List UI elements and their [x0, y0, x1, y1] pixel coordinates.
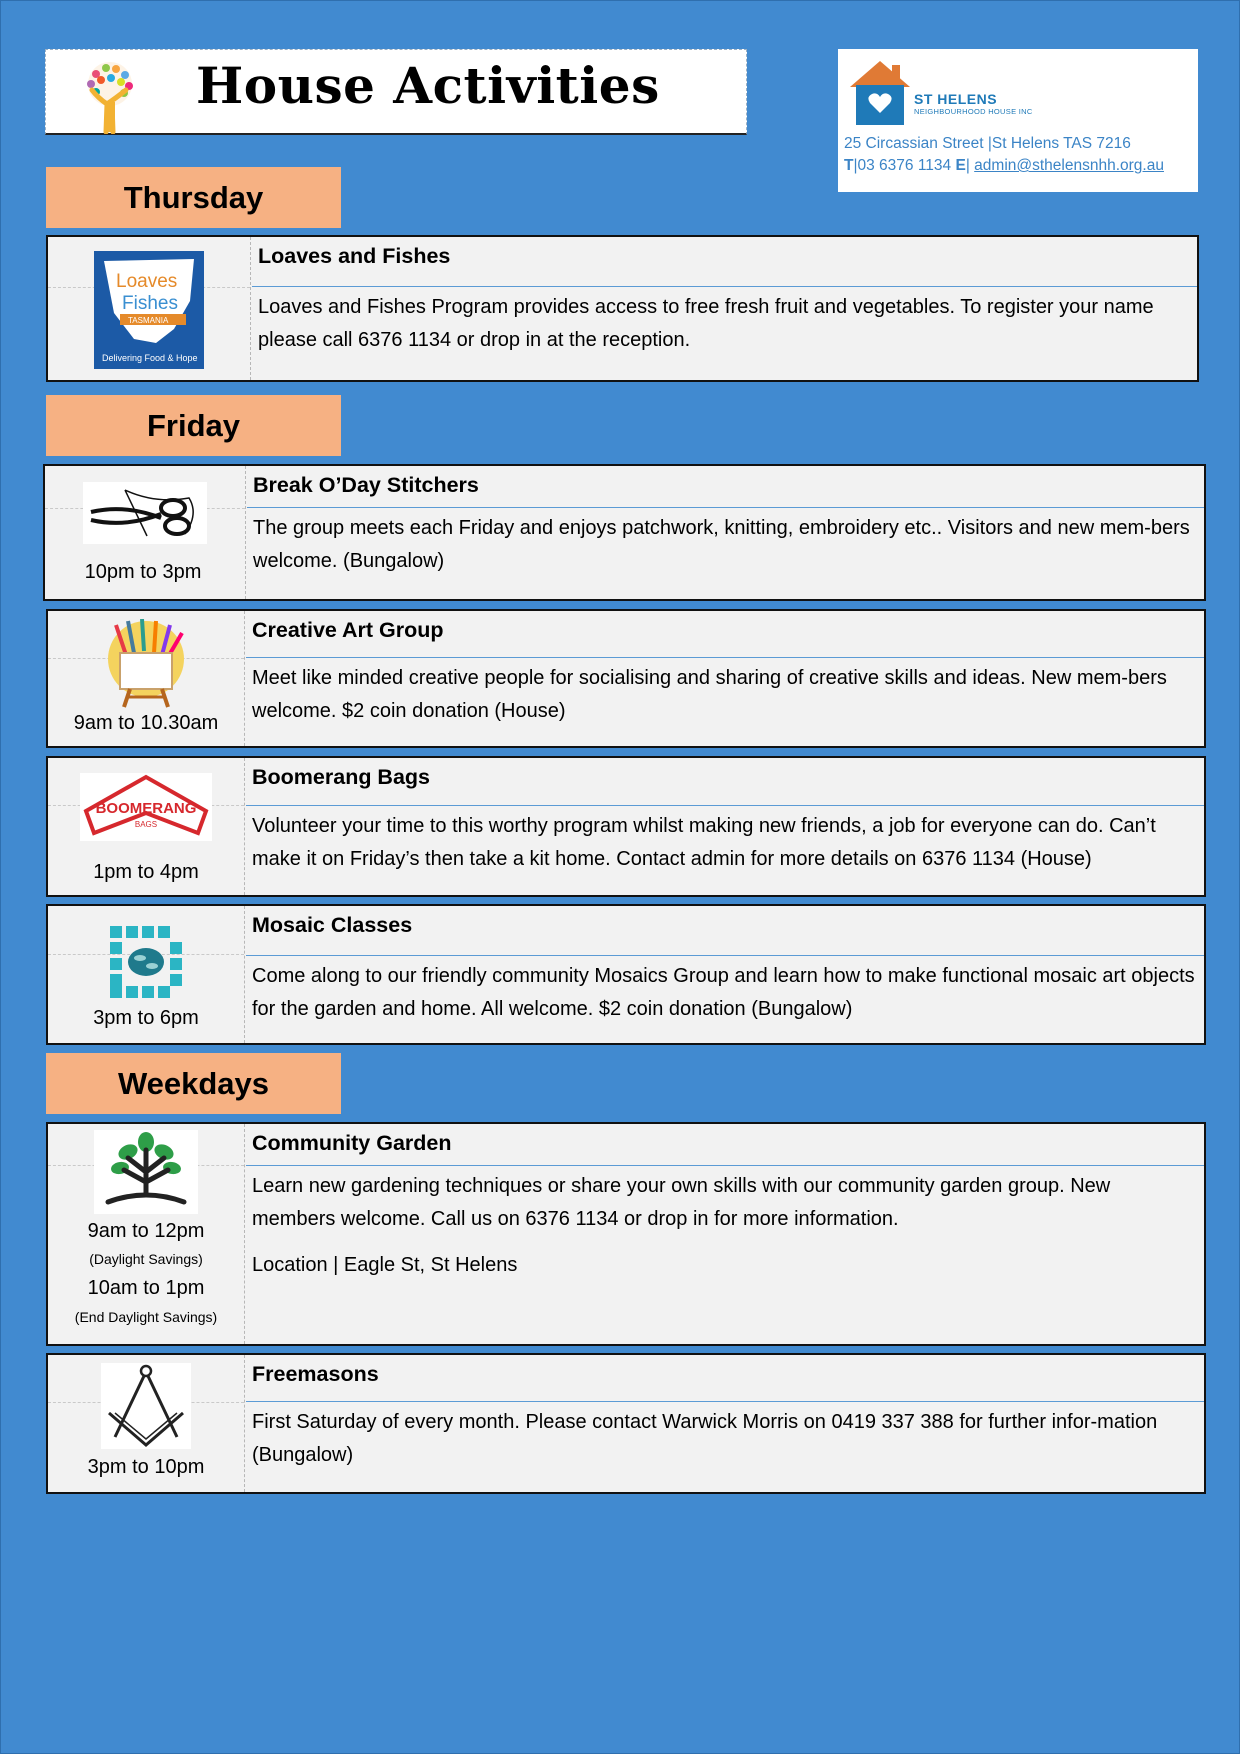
- activity-description: Learn new gardening techniques or share your own skills with our community garden group. New members welcome. Call us on 6376 1134 or drop in for more information.: [252, 1175, 1111, 1230]
- mosaic-tiles-icon: [108, 924, 184, 1000]
- logo-text-tasmania: TASMANIA: [128, 316, 169, 325]
- activity-card-stitchers: [43, 464, 1206, 601]
- phone-label: T: [844, 157, 854, 174]
- activity-time: 1pm to 4pm: [93, 861, 199, 883]
- activity-meta: [48, 906, 245, 1043]
- activity-description: Volunteer your time to this worthy program whilst making new friends, a job for everyone can do. Can’t make it on Friday’s then take a kit home. Contact admin for more details on 6376 1134 (House): [252, 815, 1156, 870]
- activity-meta: [48, 1124, 245, 1344]
- activity-card-creative-art: [46, 609, 1206, 748]
- daylight-savings-note: (Daylight Savings): [89, 1251, 203, 1267]
- activity-description: Meet like minded creative people for socialising and sharing of creative skills and ideas. New mem-bers welcome. $2 coin donation (House): [252, 667, 1167, 722]
- activity-card-freemasons: [46, 1353, 1206, 1494]
- tasmania-map-icon: [94, 251, 204, 369]
- activity-card-mosaic: [46, 904, 1206, 1045]
- activity-meta: [48, 1355, 245, 1492]
- activity-time: 3pm to 6pm: [93, 1007, 199, 1029]
- easel-palette-icon: [96, 619, 196, 709]
- org-address: 25 Circassian Street |St Helens TAS 7216: [844, 135, 1131, 152]
- day-heading-thursday: Thursday: [46, 167, 341, 228]
- org-phone: |03 6376 1134: [853, 157, 952, 174]
- tree-garden-icon: [94, 1130, 198, 1214]
- activity-title: Mosaic Classes: [252, 913, 413, 937]
- boomerang-logo-text: BOOMERANG: [95, 800, 197, 817]
- email-label: E: [955, 157, 966, 174]
- loaves-and-fishes-logo: [94, 251, 204, 369]
- page-title: House Activities: [196, 56, 660, 115]
- activity-title: Boomerang Bags: [252, 765, 431, 789]
- activity-meta: [48, 237, 251, 380]
- logo-text-fishes: Fishes: [122, 293, 178, 314]
- day-heading-friday: Friday: [46, 395, 341, 456]
- org-contact-line: [844, 157, 1164, 175]
- activity-description: Loaves and Fishes Program provides access to free fresh fruit and vegetables. To register your name please call 6376 1134 or drop in at the reception.: [258, 296, 1154, 351]
- title-banner: [45, 49, 747, 135]
- logo-text-loaves: Loaves: [116, 271, 178, 292]
- activity-description: Come along to our friendly community Mosaics Group and learn how to make functional mosaic art objects for the garden and home. All welcome. $2 coin donation (Bungalow): [252, 965, 1195, 1020]
- square-compass-icon: [101, 1363, 191, 1449]
- logo-tagline: Delivering Food & Hope: [102, 353, 198, 363]
- house-heart-icon: [848, 59, 912, 127]
- activity-time: 9am to 10.30am: [73, 712, 219, 734]
- boomerang-bags-logo: [80, 773, 212, 841]
- boomerang-logo-sub: BAGS: [134, 820, 158, 829]
- org-subtitle: NEIGHBOURHOOD HOUSE INC: [914, 107, 1033, 116]
- scissors-needle-icon: [83, 482, 207, 544]
- org-name: ST HELENS: [914, 91, 998, 107]
- activity-time: 3pm to 10pm: [87, 1456, 205, 1478]
- activity-time: 10pm to 3pm: [84, 561, 202, 583]
- activity-title: Break O’Day Stitchers: [253, 473, 479, 497]
- activity-time-end-daylight: 10am to 1pm: [87, 1277, 205, 1299]
- activity-meta: [48, 611, 245, 746]
- activity-time-daylight: 9am to 12pm: [87, 1220, 205, 1242]
- activity-title: Creative Art Group: [252, 618, 444, 642]
- activity-card-community-garden: [46, 1122, 1206, 1346]
- activity-meta: [48, 758, 245, 895]
- activity-card-boomerang-bags: [46, 756, 1206, 897]
- activity-description: The group meets each Friday and enjoys patchwork, knitting, embroidery etc.. Visitors and new mem-bers welcome. (Bungalow): [253, 517, 1190, 572]
- activity-title: Community Garden: [252, 1131, 452, 1155]
- day-heading-weekdays: Weekdays: [46, 1053, 341, 1114]
- org-email-link[interactable]: admin@sthelensnhh.org.au: [974, 157, 1164, 174]
- activity-title: Loaves and Fishes: [258, 244, 451, 268]
- activity-meta: [45, 466, 246, 599]
- activity-title: Freemasons: [252, 1362, 379, 1386]
- end-daylight-savings-note: (End Daylight Savings): [74, 1309, 218, 1325]
- activity-location: Location | Eagle St, St Helens: [252, 1254, 518, 1276]
- email-separator: |: [965, 157, 970, 174]
- activity-description: First Saturday of every month. Please contact Warwick Morris on 0419 337 388 for further infor-mation (Bungalow): [252, 1411, 1158, 1466]
- tree-logo-icon: [76, 60, 144, 134]
- activity-card-loaves-and-fishes: [46, 235, 1199, 382]
- org-contact-box: [838, 49, 1198, 192]
